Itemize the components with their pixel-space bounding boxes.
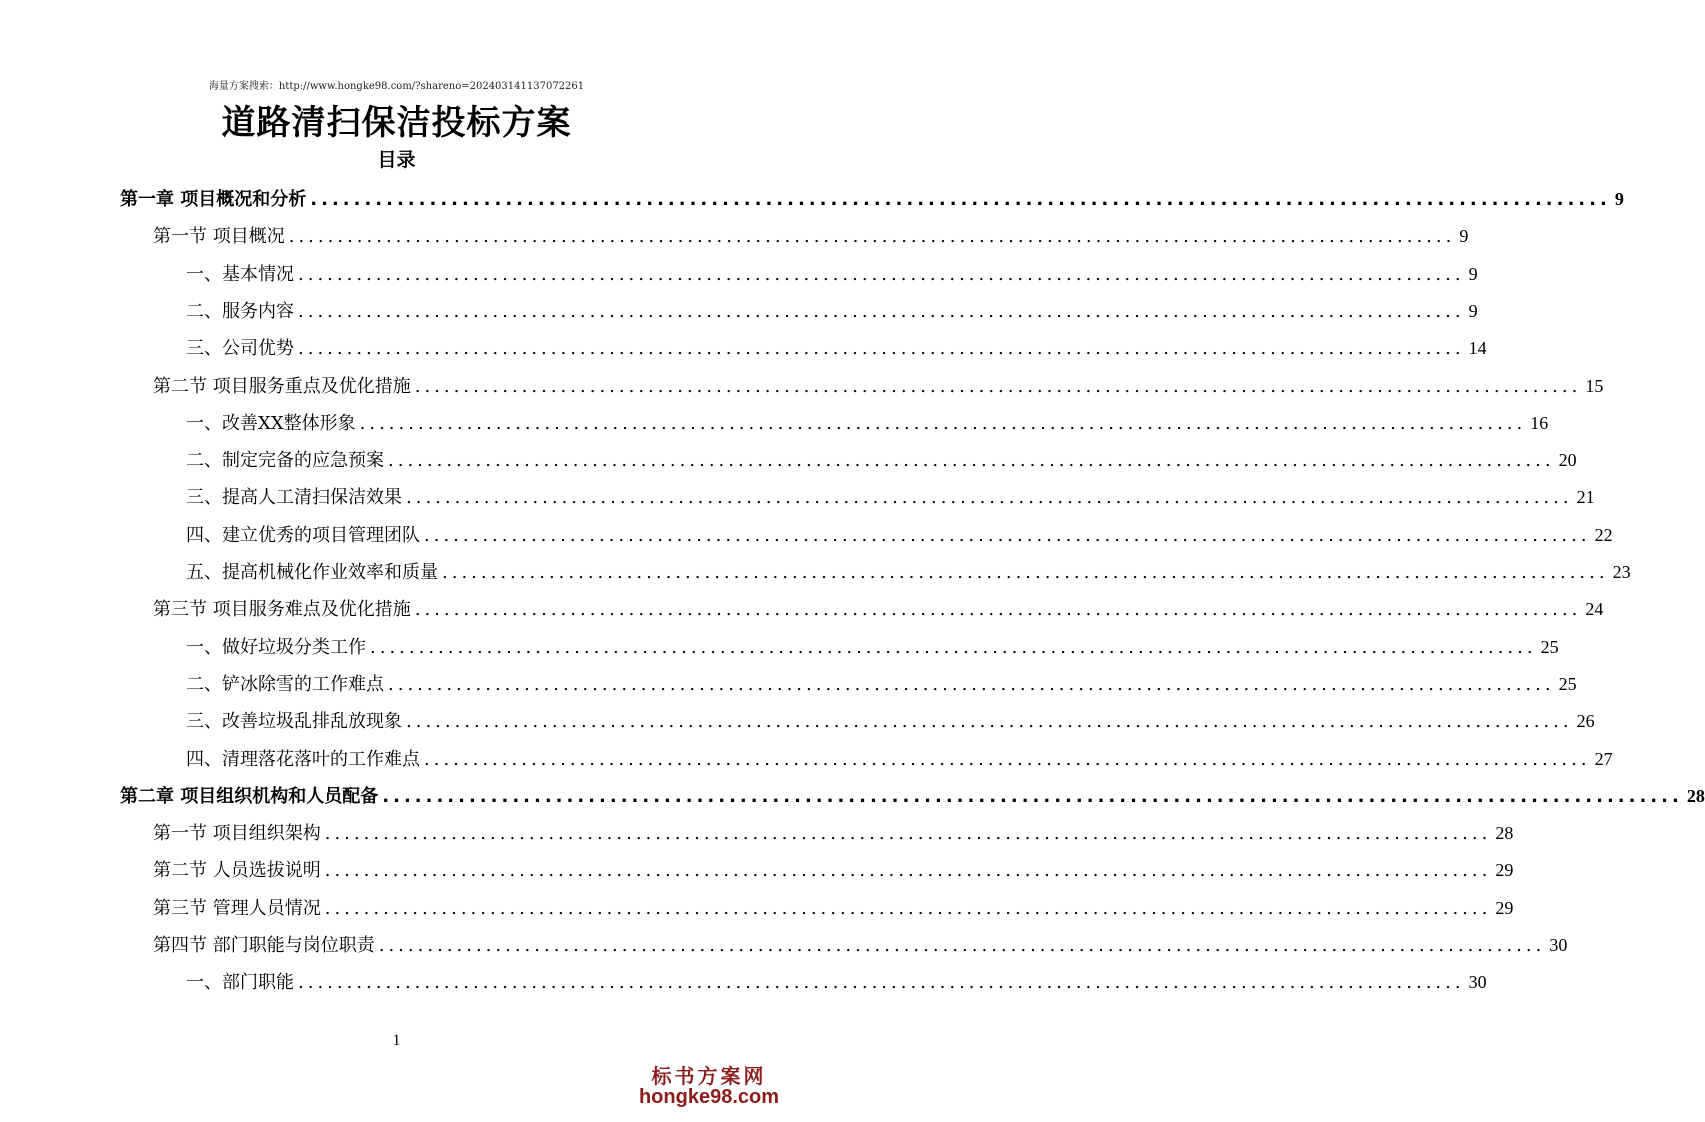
toc-entry-page: 9 [1614, 189, 1624, 209]
toc-entry[interactable] [186, 260, 1478, 288]
toc-entry-label: 一、基本情况 [186, 263, 294, 285]
toc-entry[interactable] [186, 707, 1595, 735]
toc-entry[interactable] [153, 372, 1604, 400]
toc-entry-page: 20 [1558, 450, 1577, 471]
toc-entry[interactable] [186, 521, 1613, 549]
toc-entry-page: 27 [1594, 748, 1613, 769]
page-number: 1 [392, 1032, 401, 1049]
toc-dot-leader: ........................................................................................................................ [288, 226, 1456, 248]
toc-entry[interactable] [186, 409, 1549, 437]
toc-entry-page: 28 [1495, 823, 1514, 844]
toc-entry[interactable] [153, 595, 1604, 623]
toc-entry-label: 一、做好垃圾分类工作 [186, 636, 366, 658]
toc-entry-label: 第三节 项目服务难点及优化措施 [153, 599, 411, 621]
watermark-url-text: hongke98.com [638, 1086, 779, 1108]
toc-entry[interactable] [153, 222, 1469, 250]
toc-entry-label: 二、铲冰除雪的工作难点 [186, 673, 384, 695]
toc-entry-label: 第一节 项目概况 [153, 226, 285, 248]
toc-dot-leader: ........................................................................................................................ [406, 711, 1573, 733]
toc-entry-page: 23 [1612, 562, 1631, 582]
toc-entry-page: 16 [1530, 412, 1549, 433]
toc-entry-label: 第二节 人员选拔说明 [153, 860, 321, 882]
site-watermark-logo [639, 1066, 779, 1108]
toc-dot-leader: ........................................................................................................................ [406, 487, 1573, 509]
toc-entry-page: 29 [1495, 897, 1514, 918]
toc-entry[interactable] [186, 968, 1487, 996]
toc-dot-leader: ........................................................................................................................ [382, 785, 1683, 807]
toc-entry-page: 30 [1549, 935, 1568, 955]
toc-entry-label: 第三节 管理人员情况 [153, 897, 321, 919]
toc-entry-page: 25 [1540, 636, 1559, 657]
toc-dot-leader: ........................................................................................................................ [370, 636, 1537, 658]
toc-entry-page: 9 [1468, 263, 1478, 284]
toc-entry-label: 三、改善垃圾乱排乱放现象 [186, 711, 402, 733]
toc-entry-page: 14 [1468, 338, 1487, 359]
toc-entry[interactable] [186, 670, 1577, 698]
toc-entry[interactable] [153, 894, 1514, 922]
watermark-brand-text: 标书方案网 [651, 1064, 767, 1088]
toc-entry-label: 二、制定完备的应急预案 [186, 450, 384, 472]
toc-entry-page: 22 [1594, 524, 1613, 545]
toc-dot-leader: ........................................................................................................................ [424, 748, 1591, 770]
toc-dot-leader: ........................................................................................................................ [298, 300, 1465, 322]
toc-entry-label: 五、提高机械化作业效率和质量 [186, 562, 438, 583]
toc-entry-label: 三、提高人工清扫保洁效果 [186, 487, 402, 509]
toc-entry-label: 一、部门职能 [186, 972, 294, 994]
toc-entry-page: 15 [1585, 375, 1604, 396]
toc-entry-label: 第四节 部门职能与岗位职责 [153, 935, 375, 956]
toc-dot-leader: ........................................................................................................................ [388, 450, 1555, 472]
toc-dot-leader: ........................................................................................................................ [424, 524, 1591, 546]
toc-heading: 目录 [377, 149, 416, 171]
toc-entry[interactable] [186, 446, 1577, 474]
toc-entry-label: 四、清理落花落叶的工作难点 [186, 748, 420, 770]
header-search-note: 海量方案搜索：http://www.hongke98.com/?shareno=20240314113707226​1 [208, 81, 585, 92]
toc-dot-leader: ........................................................................................................................ [298, 338, 1465, 360]
toc-entry-page: 29 [1495, 860, 1514, 881]
toc-dot-leader: ........................................................................................................................ [442, 562, 1609, 583]
toc-dot-leader: ........................................................................................................................ [324, 897, 1492, 919]
toc-entry[interactable] [153, 856, 1514, 884]
toc-entry-page: 25 [1558, 673, 1577, 694]
toc-entry-page: 28 [1686, 785, 1705, 806]
toc-entry-label: 三、公司优势 [186, 338, 294, 360]
toc-entry[interactable] [186, 483, 1595, 511]
toc-entry-page: 26 [1576, 711, 1595, 732]
toc-entry[interactable] [153, 931, 1568, 959]
document-title: 道路清扫保洁投标方案 [221, 103, 572, 143]
toc-entry[interactable] [186, 558, 1631, 586]
toc-dot-leader: ........................................................................................................................ [378, 935, 1546, 956]
toc-dot-leader: ........................................................................................................................ [298, 263, 1465, 285]
toc-dot-leader: ........................................................................................................................ [359, 412, 1527, 434]
toc-dot-leader: ........................................................................................................................ [324, 823, 1492, 845]
toc-dot-leader: ........................................................................................................................ [324, 860, 1492, 882]
toc-entry-label: 第二节 项目服务重点及优化措施 [153, 375, 411, 397]
toc-entry-page: 9 [1459, 226, 1469, 247]
toc-entry-label: 二、服务内容 [186, 300, 294, 322]
toc-entry-page: 24 [1585, 599, 1604, 620]
toc-dot-leader: ........................................................................................................................ [414, 599, 1582, 621]
toc-entry[interactable] [186, 633, 1559, 661]
toc-entry[interactable] [120, 782, 1705, 810]
toc-dot-leader: ........................................................................................................................ [414, 375, 1582, 397]
toc-entry-label: 第一章 项目概况和分析 [120, 189, 307, 210]
toc-entry[interactable] [153, 819, 1514, 847]
toc-entry-label: 第一节 项目组织架构 [153, 823, 321, 845]
toc-entry-label: 一、改善XX整体形象 [186, 412, 356, 434]
toc-entry-page: 21 [1576, 487, 1595, 508]
toc-dot-leader: ........................................................................................................................ [310, 189, 1611, 210]
toc-dot-leader: ........................................................................................................................ [298, 972, 1465, 994]
toc-entry-label: 四、建立优秀的项目管理团队 [186, 524, 420, 546]
toc-entry[interactable] [186, 745, 1613, 773]
toc-entry-page: 9 [1468, 300, 1478, 321]
toc-entry-label: 第二章 项目组织机构和人员配备 [120, 785, 379, 807]
toc-entry[interactable] [120, 185, 1624, 213]
toc-entry[interactable] [186, 334, 1487, 362]
toc-entry[interactable] [186, 297, 1478, 325]
toc-entry-page: 30 [1468, 972, 1487, 993]
toc-dot-leader: ........................................................................................................................ [388, 673, 1555, 695]
